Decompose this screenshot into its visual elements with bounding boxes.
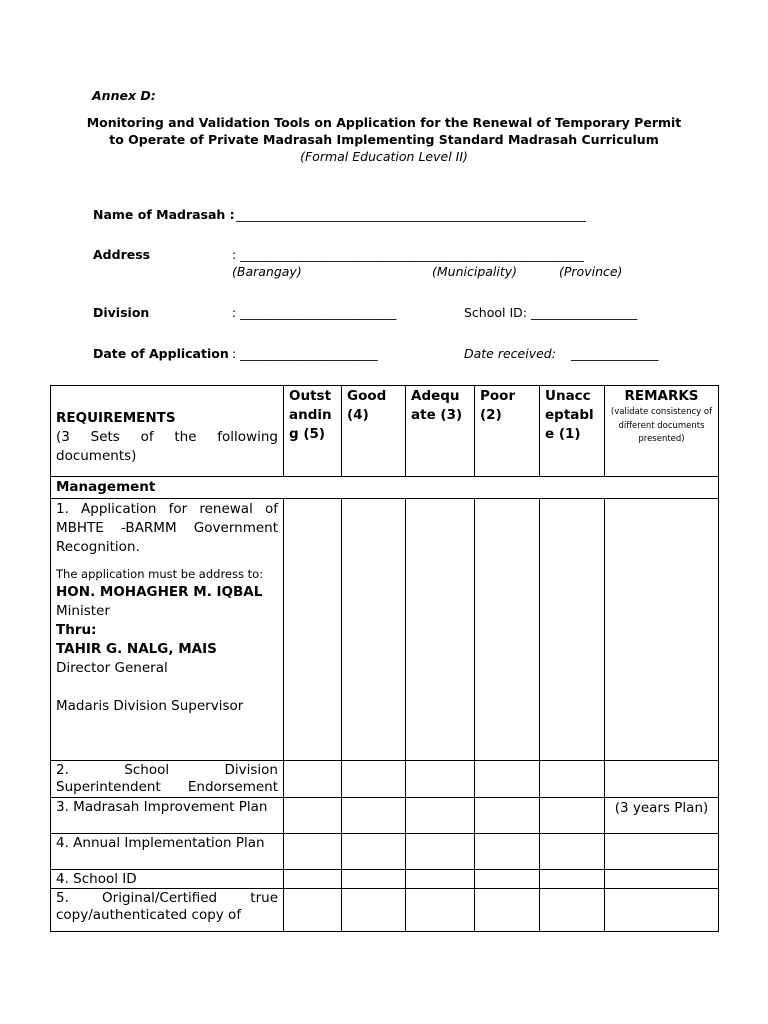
requirement-3-text: 3. Madrasah Improvement Plan [51,798,284,834]
name-of-madrasah-label: Name of Madrasah : [93,207,235,222]
thru-label: Thru: [56,622,97,638]
requirements-header [51,386,284,477]
outstanding-header: Outst andin g (5) [284,386,342,477]
remarks-cell[interactable] [605,761,719,798]
date-of-application-field[interactable]: : ______________________ [232,346,378,361]
table-row [51,834,719,870]
rating-cell[interactable] [406,870,475,889]
remarks-cell[interactable] [605,889,719,932]
rating-cell[interactable] [540,499,605,761]
rating-cell[interactable] [406,889,475,932]
document-title-line-1: Monitoring and Validation Tools on Application for the Renewal of Temporary Permit [86,115,682,130]
rating-cell[interactable] [284,870,342,889]
table-row [51,798,719,834]
rating-cell[interactable] [540,798,605,834]
requirement-4-school-id-text: 4. School ID [51,870,284,889]
table-row [51,761,719,798]
rating-cell[interactable] [406,798,475,834]
rating-cell[interactable] [540,870,605,889]
requirements-note: (3 Sets of the following documents) [56,429,278,464]
document-title-line-2: to Operate of Private Madrasah Implementing Standard Madrasah Curriculum [109,132,659,147]
director-title: Director General [56,660,168,676]
date-received-field[interactable]: ______________ [571,346,659,361]
director-name: TAHIR G. NALG, MAIS [56,641,217,657]
rating-cell[interactable] [284,761,342,798]
date-received-label: Date received: [464,346,556,361]
supervisor-title: Madaris Division Supervisor [56,698,244,714]
table-row [51,889,719,932]
remarks-cell[interactable] [605,499,719,761]
remarks-cell[interactable] [605,870,719,889]
rating-cell[interactable] [475,834,540,870]
poor-header: Poor (2) [475,386,540,477]
unacceptable-header: Unacc eptabl e (1) [540,386,605,477]
address-field[interactable]: : _______________________________________________________ [232,247,584,262]
rating-cell[interactable] [475,798,540,834]
requirement-2-text: 2. School Division Superintendent Endorsement [51,761,284,798]
rating-cell[interactable] [342,761,406,798]
rating-cell[interactable] [342,499,406,761]
remarks-cell[interactable] [605,834,719,870]
name-of-madrasah-field[interactable]: ________________________________________________________ [236,207,586,222]
rating-cell[interactable] [475,761,540,798]
barangay-caption: (Barangay) [232,264,302,279]
remarks-header [605,386,719,477]
province-caption: (Province) [559,264,623,279]
rating-cell[interactable] [540,834,605,870]
rating-cell[interactable] [406,499,475,761]
rating-cell[interactable] [475,889,540,932]
rating-cell[interactable] [540,889,605,932]
rating-cell[interactable] [475,499,540,761]
address-label: Address [93,247,151,262]
adequate-header: Adequ ate (3) [406,386,475,477]
school-id-field[interactable]: School ID: _________________ [464,305,638,320]
rating-cell[interactable] [284,499,342,761]
rating-cell[interactable] [342,798,406,834]
addressee-name: HON. MOHAGHER M. IQBAL [56,584,263,600]
remarks-cell-3-years-plan: (3 years Plan) [605,798,719,834]
table-row [51,870,719,889]
rating-cell[interactable] [284,834,342,870]
good-header: Good (4) [342,386,406,477]
rating-cell[interactable] [406,761,475,798]
rating-cell[interactable] [284,889,342,932]
section-management: Management [51,477,719,499]
document-subtitle: (Formal Education Level II) [300,149,468,164]
date-of-application-label: Date of Application [93,346,229,361]
division-field[interactable]: : _________________________ [232,305,397,320]
remarks-title: REMARKS [624,388,699,404]
rating-cell[interactable] [475,870,540,889]
rating-cell[interactable] [284,798,342,834]
rating-cell[interactable] [342,870,406,889]
requirement-1-text: 1. Application for renewal of MBHTE -BARMM Government Recognition. [56,501,278,555]
table-row [51,499,719,761]
requirements-table [50,385,719,932]
rating-cell[interactable] [342,834,406,870]
requirements-title: REQUIREMENTS [56,410,176,426]
addressee-title: Minister [56,603,110,619]
annex-label: Annex D: [92,88,156,103]
section-row [51,477,719,499]
requirement-5-text: 5. Original/Certified true copy/authenticated copy of [51,889,284,932]
division-label: Division [93,305,150,320]
header-row [51,386,719,477]
requirement-1-note: The application must be address to: [56,567,264,581]
rating-cell[interactable] [342,889,406,932]
municipality-caption: (Municipality) [432,264,518,279]
requirement-4-text: 4. Annual Implementation Plan [51,834,284,870]
remarks-note: (validate consistency of different documents presented) [610,407,713,444]
rating-cell[interactable] [406,834,475,870]
requirement-cell [51,499,284,761]
rating-cell[interactable] [540,761,605,798]
